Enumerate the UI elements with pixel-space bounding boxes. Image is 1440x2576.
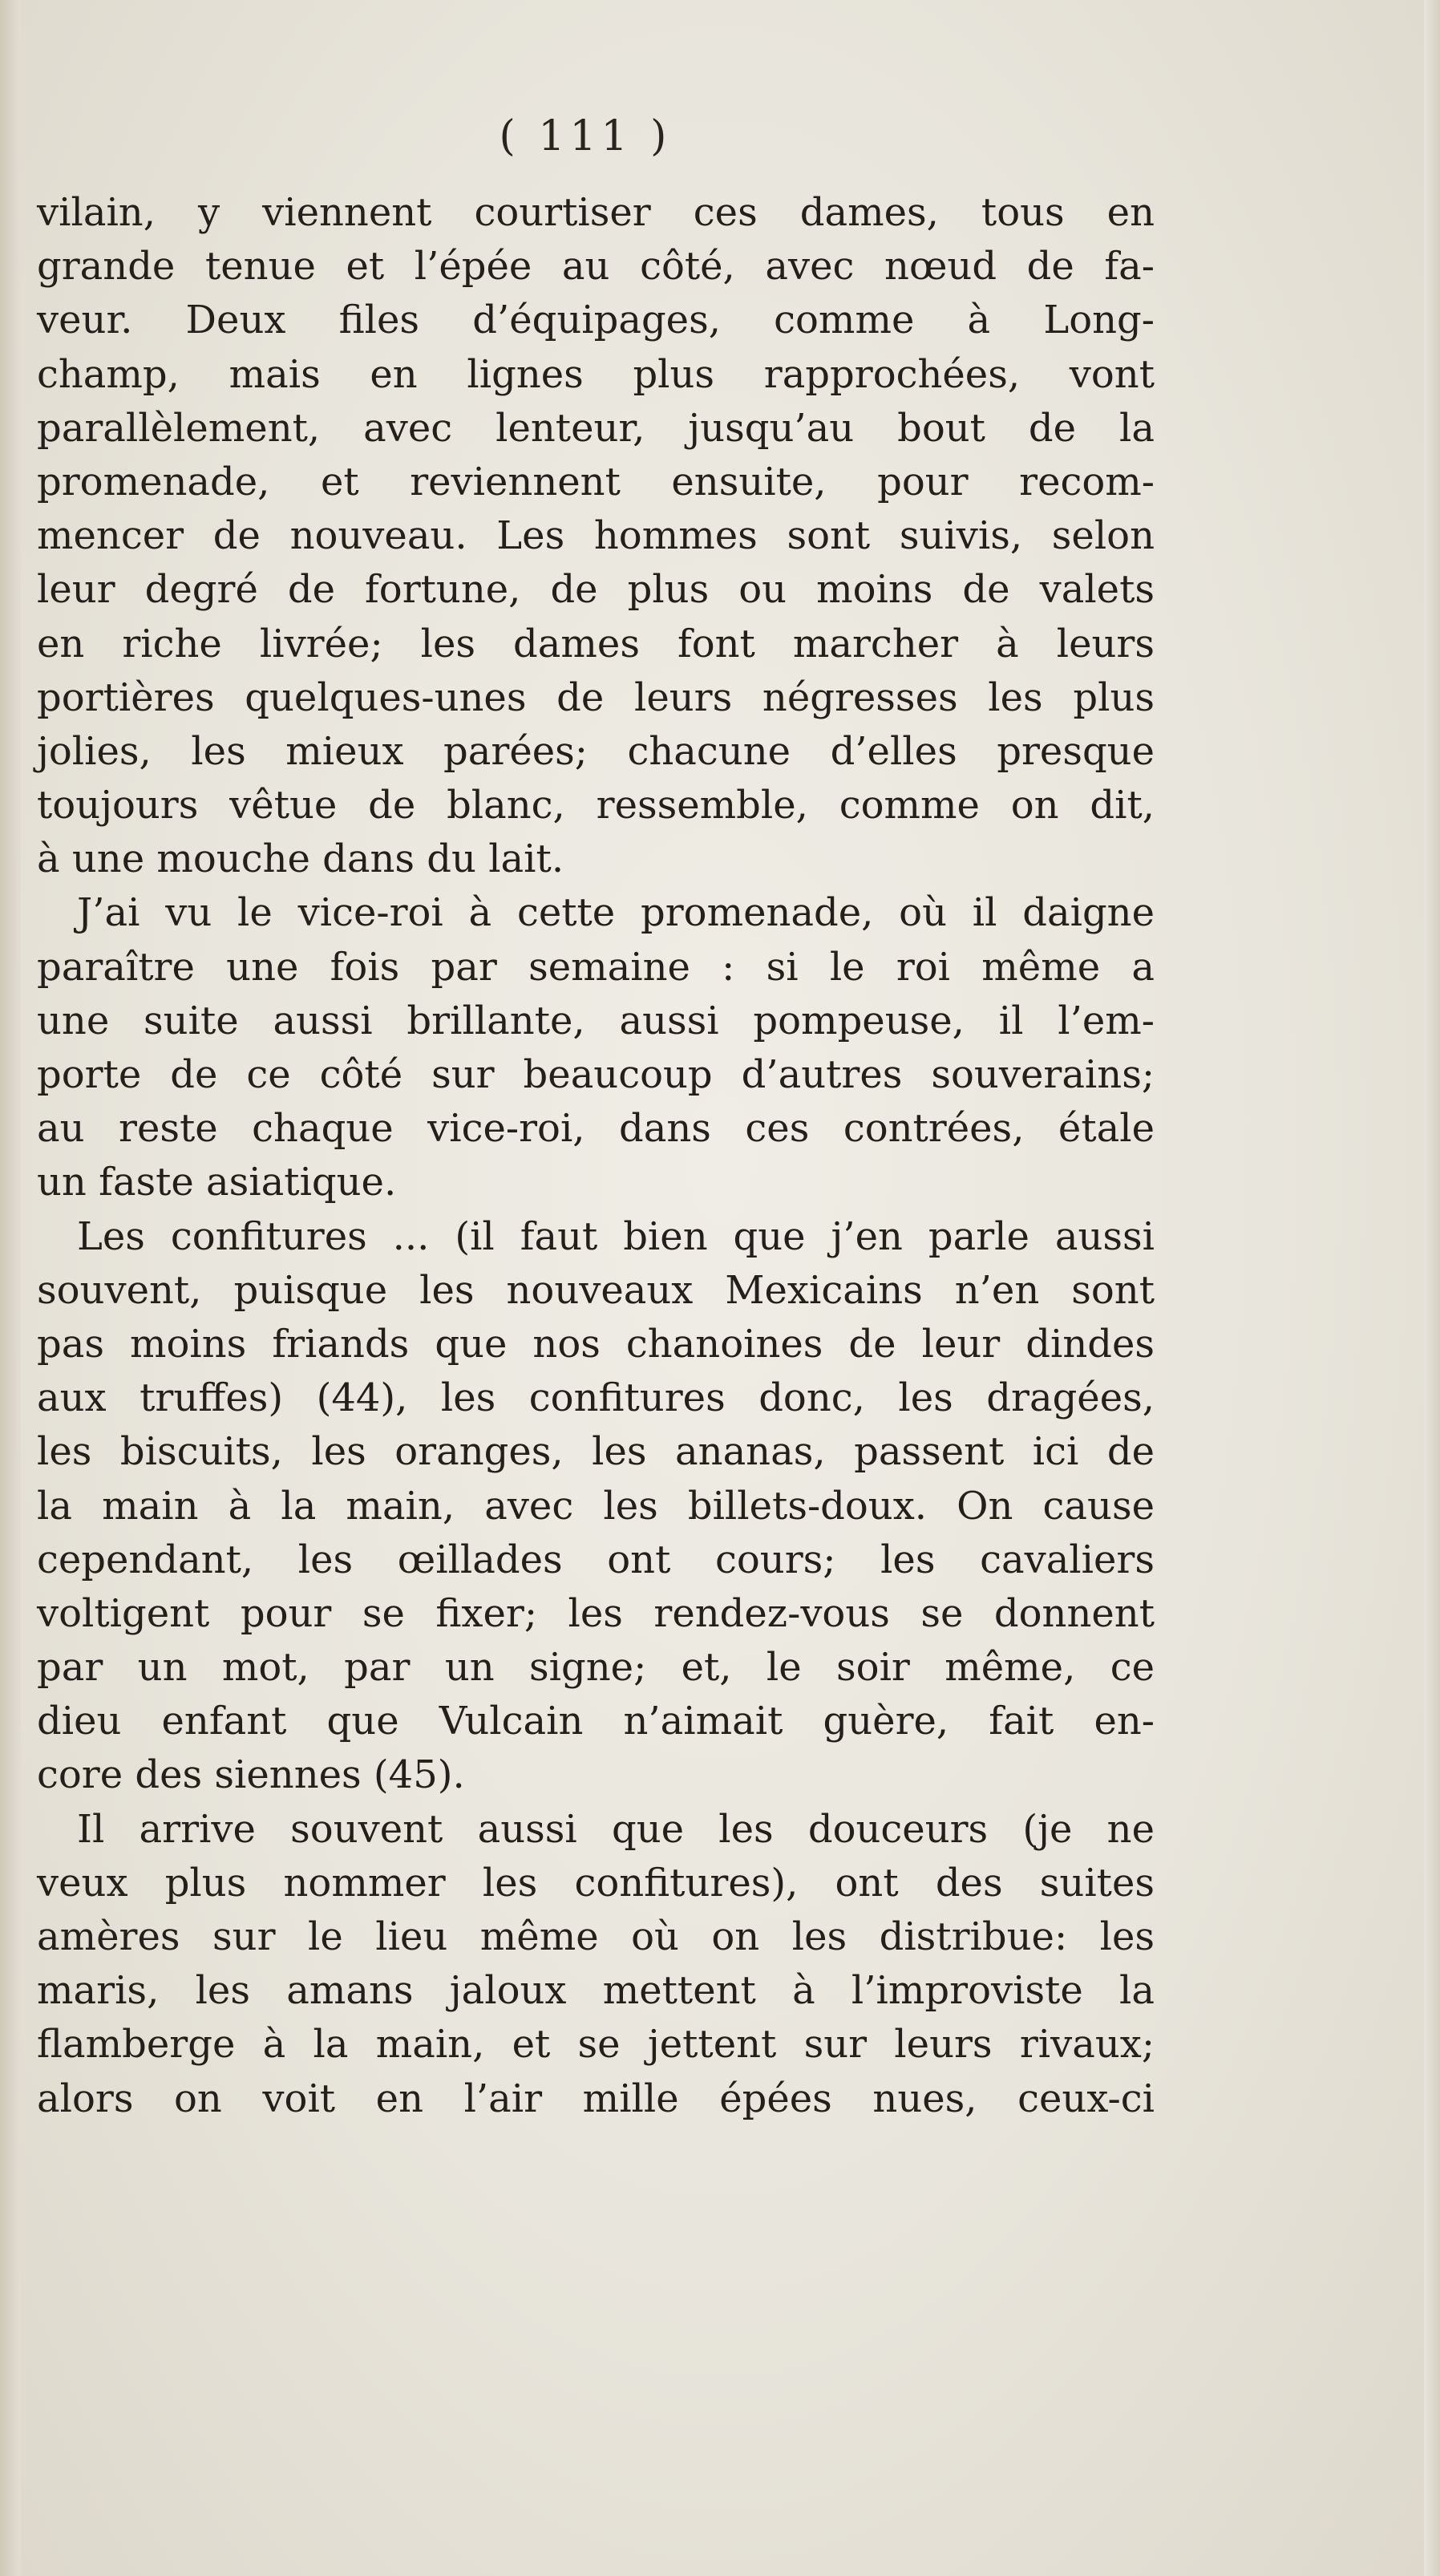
text-line: veur. Deux files d’équipages, comme à Long- [37,298,1155,343]
paragraph-first-line: J’ai vu le vice-roi à cette promenade, où il daigne [77,890,1155,936]
paragraph-first-line: Les confitures ... (il faut bien que j’en parle aussi [77,1213,1155,1259]
text-line: vilain, y viennent courtiser ces dames, tous en [37,190,1155,235]
text-line: jolies, les mieux parées; chacune d’elles presque [37,728,1155,774]
text-line: cependant, les œillades ont cours; les cavaliers [37,1537,1155,1582]
body-text [37,186,1155,2126]
text-line: porte de ce côté sur beaucoup d’autres souverains; [37,1052,1155,1097]
text-line: portières quelques-unes de leurs négresses les plus [37,674,1155,720]
text-line: pas moins friands que nos chanoines de leur dindes [37,1321,1155,1367]
text-line: en riche livrée; les dames font marcher à leurs [37,621,1155,666]
text-line: maris, les amans jaloux mettent à l’improviste la [37,1968,1155,2014]
paragraph-last-line: à une mouche dans du lait. [37,836,564,882]
paragraph-first-line: Il arrive souvent aussi que les douceurs (je ne [77,1806,1155,1852]
text-line: dieu enfant que Vulcain n’aimait guère, fait en- [37,1699,1155,1744]
page-right-edge [1424,0,1440,2576]
text-line: grande tenue et l’épée au côté, avec nœud de fa- [37,244,1155,290]
page-number: ( 111 ) [499,112,672,160]
text-line: paraître une fois par semaine : si le roi même a [37,944,1155,990]
text-line: voltigent pour se fixer; les rendez-vous se donnent [37,1590,1155,1636]
text-line: amères sur le lieu même où on les distribue: les [37,1914,1155,1959]
text-line: promenade, et reviennent ensuite, pour recom- [37,459,1155,504]
text-line: parallèlement, avec lenteur, jusqu’au bout de la [37,405,1155,451]
text-line: flamberge à la main, et se jettent sur leurs rivaux; [37,2022,1155,2068]
text-line: par un mot, par un signe; et, le soir même, ce [37,1645,1155,1691]
text-line: aux truffes) (44), les confitures donc, les dragées, [37,1375,1155,1421]
paragraph-last-line: un faste asiatique. [37,1160,397,1205]
text-line: au reste chaque vice-roi, dans ces contrées, étale [37,1106,1155,1152]
text-line: toujours vêtue de blanc, ressemble, comme on dit, [37,783,1155,828]
text-line: la main à la main, avec les billets-doux. On cause [37,1483,1155,1529]
text-line: une suite aussi brillante, aussi pompeuse, il l’em- [37,998,1155,1043]
paragraph-last-line: core des siennes (45). [37,1752,465,1798]
text-line: veux plus nommer les confitures), ont des suites [37,1860,1155,1906]
text-line: champ, mais en lignes plus rapprochées, vont [37,351,1155,397]
text-line: alors on voit en l’air mille épées nues, ceux-ci [37,2076,1155,2121]
text-line: les biscuits, les oranges, les ananas, passent ici de [37,1429,1155,1475]
text-line: mencer de nouveau. Les hommes sont suivis, selon [37,513,1155,559]
text-line: leur degré de fortune, de plus ou moins de valets [37,567,1155,613]
page-left-edge [0,0,21,2576]
text-line: souvent, puisque les nouveaux Mexicains n’en sont [37,1267,1155,1313]
